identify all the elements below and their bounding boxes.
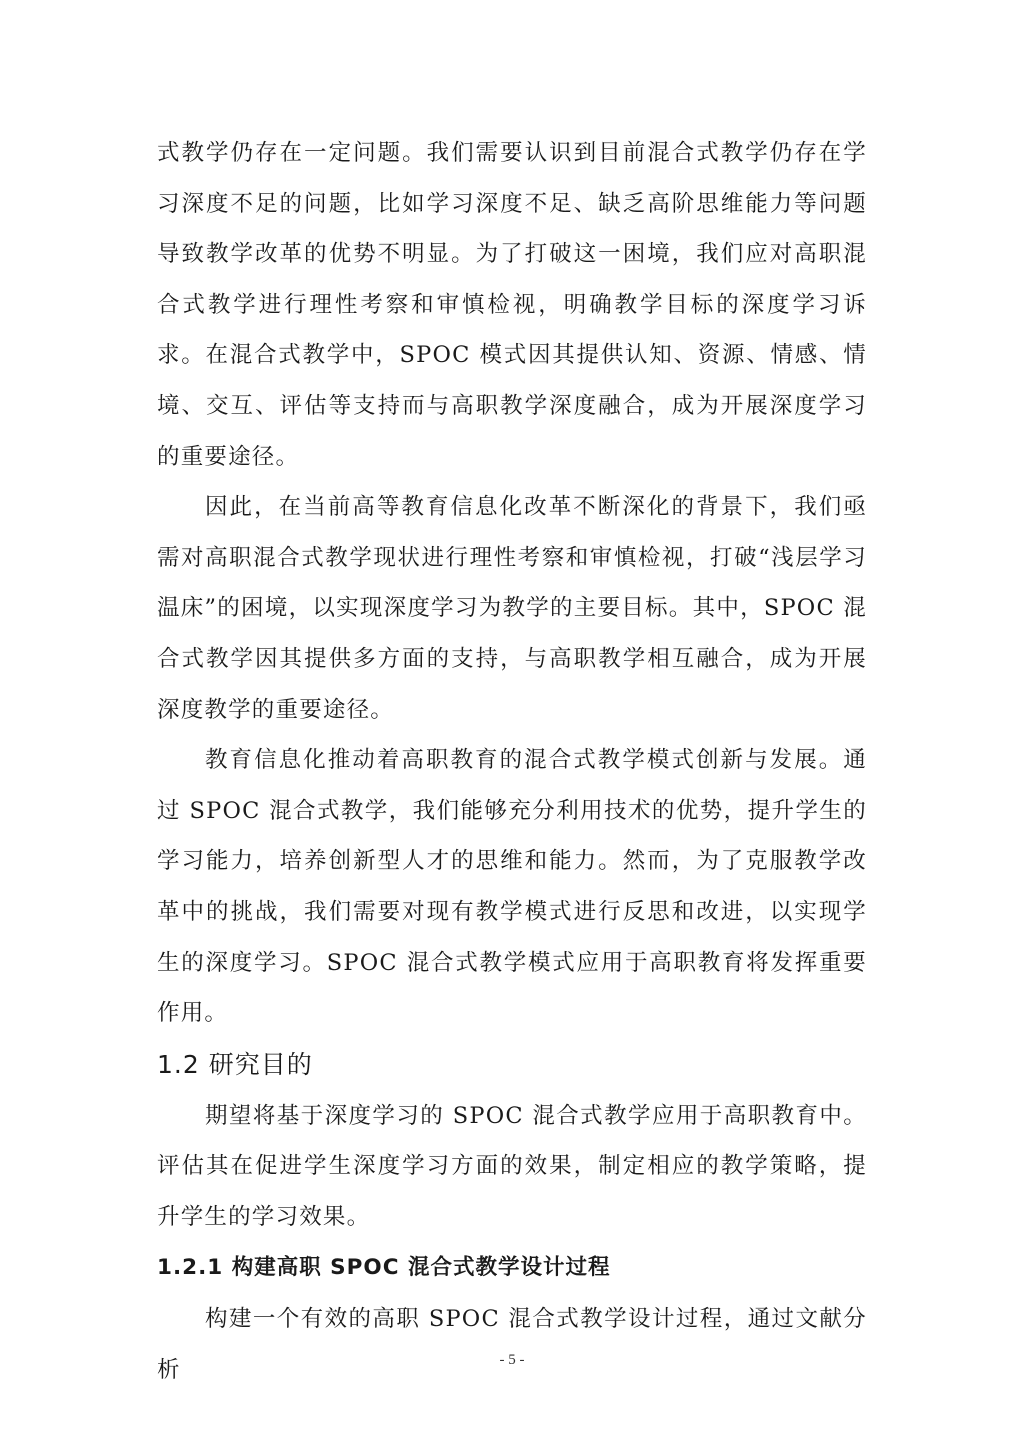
body-paragraph: 式教学仍存在一定问题。我们需要认识到目前混合式教学仍存在学习深度不足的问题，比如学习深度不足、缺乏高阶思维能力等问题导致教学改革的优势不明显。为了打破这一困境，我们应对高职混合式教学进行理性考察和审慎检视，明确教学目标的深度学习诉求。在混合式教学中，SPOC 模式因其提供认知、资源、情感、情境、交互、评估等支持而与高职教学深度融合，成为开展深度学习的重要途径。 [157,140,867,470]
subsection-heading: 1.2.1 构建高职 SPOC 混合式教学设计过程 [157,1255,611,1281]
page-number: - 5 - [499,1352,525,1368]
section-heading: 1.2 研究目的 [157,1049,313,1079]
body-paragraph: 因此，在当前高等教育信息化改革不断深化的背景下，我们亟需对高职混合式教学现状进行理性考察和审慎检视，打破“浅层学习温床”的困境，以实现深度学习为教学的主要目标。其中，SPOC 混合式教学因其提供多方面的支持，与高职教学相互融合，成为开展深度教学的重要途径。 [157,494,867,723]
body-paragraph: 教育信息化推动着高职教育的混合式教学模式创新与发展。通过 SPOC 混合式教学，我们能够充分利用技术的优势，提升学生的学习能力，培养创新型人才的思维和能力。然而，为了克服教学改革中的挑战，我们需要对现有教学模式进行反思和改进，以实现学生的深度学习。SPOC 混合式教学模式应用于高职教育将发挥重要作用。 [157,747,867,1027]
subsection-paragraph: 构建一个有效的高职 SPOC 混合式教学设计过程，通过文献分析 [157,1306,867,1384]
page-body [157,128,867,1396]
section-paragraph: 期望将基于深度学习的 SPOC 混合式教学应用于高职教育中。评估其在促进学生深度学习方面的效果，制定相应的教学策略，提升学生的学习效果。 [157,1102,867,1230]
